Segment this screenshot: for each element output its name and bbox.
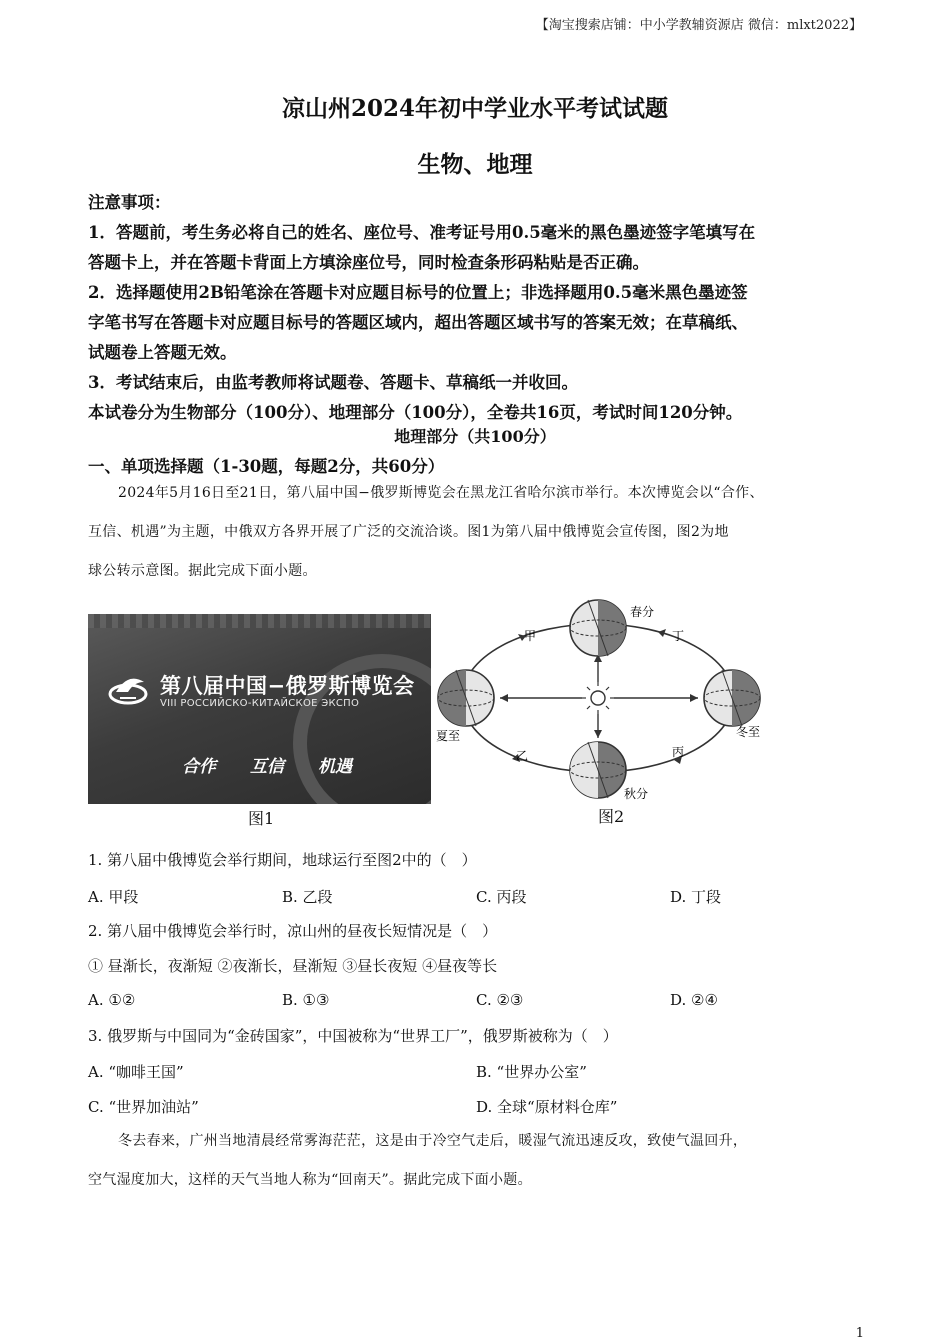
poster-slogan: 机遇 (318, 757, 352, 777)
passage-line: 空气湿度加大，这样的天气当地人称为“回南天”。据此完成下面小题。 (88, 1172, 532, 1188)
passage-line: 互信、机遇”为主题，中俄双方各界开展了广泛的交流洽谈。图1为第八届中俄博览会宣传图，图2为地 (88, 524, 729, 540)
question-1-stem: 1. 第八届中俄博览会举行期间，地球运行至图2中的（ ） (88, 851, 477, 869)
notice-line: 1．答题前，考生务必将自己的姓名、座位号、准考证号用0.5毫米的黑色墨迹签字笔填写在 (88, 223, 756, 242)
question-1-option-c: C. 丙段 (476, 888, 527, 906)
label-spring: 春分 (630, 605, 655, 619)
notice-line: 2．选择题使用2B铅笔涂在答题卡对应题目标号的位置上；非选择题用0.5毫米黑色墨迹签 (88, 283, 748, 302)
question-2-option-a: A. ①② (88, 991, 136, 1009)
header-note: 【淘宝搜索店铺：中小学教辅资源店 微信：mlxt2022】 (535, 18, 862, 33)
question-3-option-b: B. “世界办公室” (476, 1063, 587, 1081)
passage-2 (88, 1122, 878, 1200)
exam-subtitle: 生物、地理 (417, 151, 533, 178)
question-3-option-d: D. 全球“原材料仓库” (476, 1098, 618, 1116)
notice-line: 试题卷上答题无效。 (88, 343, 237, 362)
label-jia: 甲 (524, 629, 537, 643)
question-3-option-c: C. “世界加油站” (88, 1098, 199, 1116)
page-number: 1 (855, 1326, 864, 1341)
label-bing: 丙 (672, 745, 685, 759)
notice-block (88, 188, 868, 428)
passage-line: 2024年5月16日至21日，第八届中国−俄罗斯博览会在黑龙江省哈尔滨市举行。本次博览会以“合作、 (118, 485, 764, 501)
label-yi: 乙 (516, 749, 529, 763)
question-2-option-b: B. ①③ (282, 991, 330, 1009)
section-title: 地理部分（共100分） (394, 427, 556, 446)
section-heading: 一、单项选择题（1-30题，每题2分，共60分） (88, 457, 445, 476)
earth-revolution-diagram (430, 592, 770, 832)
label-ding: 丁 (672, 629, 685, 643)
sun-icon (582, 682, 614, 714)
earth-spring-icon (570, 600, 626, 656)
question-2-option-c: C. ②③ (476, 991, 524, 1009)
question-2-stem: 2. 第八届中俄博览会举行时，凉山州的昼夜长短情况是（ ） (88, 922, 498, 940)
question-1-option-b: B. 乙段 (282, 888, 333, 906)
notice-line: 本试卷分为生物部分（100分）、地理部分（100分），全卷共16页，考试时间120分钟。 (88, 403, 743, 422)
question-3-stem: 3. 俄罗斯与中国同为“金砖国家”，中国被称为“世界工厂”，俄罗斯被称为（ ） (88, 1027, 618, 1045)
label-winter: 冬至 (736, 725, 761, 739)
poster-title-cn: 第八届中国−俄罗斯博览会 (160, 674, 415, 698)
poster-slogan: 互信 (250, 757, 284, 777)
notice-line: 字笔书写在答题卡对应题目标号的答题区域内，超出答题区域书写的答案无效；在草稿纸、 (88, 313, 748, 332)
passage-line: 冬去春来，广州当地清晨经常雾海茫茫，这是由于冷空气走后，暖湿气流迅速反攻，致使气温回升， (118, 1133, 748, 1149)
passage-line: 球公转示意图。据此完成下面小题。 (88, 563, 317, 579)
earth-winter-icon (704, 670, 760, 726)
earth-autumn-icon (570, 742, 626, 798)
question-3-option-a: A. “咖啡王国” (88, 1063, 184, 1081)
poster-slogan: 合作 (182, 757, 216, 777)
question-2-statements: ① 昼渐长，夜渐短 ②夜渐长，昼渐短 ③昼长夜短 ④昼夜等长 (88, 957, 498, 975)
notice-line: 3．考试结束后，由监考教师将试题卷、答题卡、草稿纸一并收回。 (88, 373, 578, 392)
notice-line: 答题卡上，并在答题卡背面上方填涂座位号，同时检查条形码粘贴是否正确。 (88, 253, 649, 272)
exam-title: 凉山州2024年初中学业水平考试试题 (281, 95, 668, 122)
figure2-caption: 图2 (598, 807, 625, 826)
question-2-option-d: D. ②④ (670, 991, 718, 1009)
poster-title-ru: VIII РОССИЙСКО-КИТАЙСКОЕ ЭКСПО (160, 698, 360, 709)
expo-logo-icon (106, 668, 150, 712)
question-1-option-d: D. 丁段 (670, 888, 722, 906)
passage-1 (88, 474, 878, 591)
expo-poster-image (88, 614, 431, 804)
label-autumn: 秋分 (624, 787, 649, 801)
earth-summer-icon (438, 670, 494, 726)
figure1-caption: 图1 (248, 809, 275, 828)
label-summer: 夏至 (436, 729, 461, 743)
question-1-option-a: A. 甲段 (88, 888, 139, 906)
notice-heading: 注意事项： (88, 193, 171, 212)
